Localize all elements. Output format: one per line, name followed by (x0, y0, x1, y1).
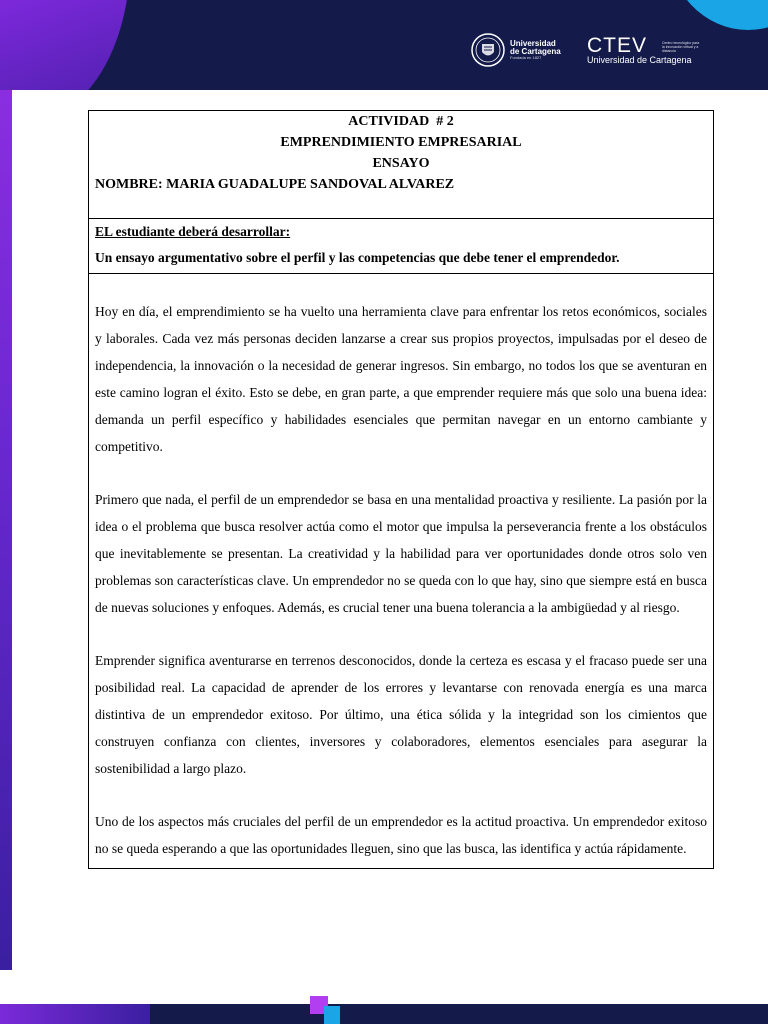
decorative-footer-purple (0, 1004, 150, 1024)
activity-document (88, 110, 714, 869)
document-header (89, 111, 713, 219)
university-name-line2: de Cartagena (510, 46, 561, 56)
university-logo (470, 32, 561, 68)
decorative-purple-arc (0, 0, 130, 90)
university-name-line1: Universidad (510, 38, 556, 48)
task-heading: EL estudiante deberá desarrollar: (95, 224, 291, 239)
decorative-blue-arc (668, 0, 768, 30)
ctev-wordmark: CTEV (587, 34, 648, 57)
header-band (0, 0, 768, 90)
task-section (89, 219, 713, 274)
essay-paragraph: Emprender significa aventurarse en terrenos desconocidos, donde la certeza es escasa y el fracaso puede ser una posibilidad real. La capacidad de aprender de los errores y levantarse con renovada energía es una marca distintiva de un emprendedor exitoso. Por último, una ética sólida y la integridad son los cimientos que construyen confianza con clientes, inversores y colaboradores, elementos esenciales para asegurar la sostenibilidad a largo plazo. (95, 653, 707, 776)
essay-paragraph: Uno de los aspectos más cruciales del perfil de un emprendedor es la actitud proactiva. Un emprendedor exitoso no se queda esperando a que las oportunidades lleguen, sino que las busca, las identifica y actúa rápidamente. (95, 814, 707, 856)
essay-paragraph: Hoy en día, el emprendimiento se ha vuelto una herramienta clave para enfrentar los retos económicos, sociales y laborales. Cada vez más personas deciden lanzarse a crear sus propios proyectos, impulsadas por el deseo de independencia, la innovación o la necesidad de generar ingresos. Sin embargo, no todos los que se aventuran en este camino logran el éxito. Esto se debe, en gran parte, a que emprender requiere más que solo una buena idea: demanda un perfil específico y habilidades esenciales que permitan navegar en un entorno cambiante y competitivo. (95, 304, 707, 454)
decorative-left-band (0, 90, 12, 970)
university-seal-icon (470, 32, 506, 68)
ctev-tagline: Centro tecnológico para la innovación virtual y a distancia (662, 41, 700, 53)
document-type: ENSAYO (372, 156, 430, 171)
essay-paragraph: Primero que nada, el perfil de un emprendedor se basa en una mentalidad proactiva y resiliente. La pasión por la idea o el problema que busca resolver actúa como el motor que impulsa la perseverancia frente a los obstáculos que inevitablemente se presentan. La creatividad y la habilidad para ver oportunidades donde otros solo ven problemas son características clave. Un emprendedor no se queda con lo que hay, sino que siempre está en busca de nuevas soluciones y enfoques. Además, es crucial tener una buena tolerancia a la ambigüedad y al riesgo. (95, 492, 707, 615)
decorative-square-blue (324, 1006, 340, 1024)
activity-number: ACTIVIDAD # 2 (348, 114, 454, 129)
task-description: Un ensayo argumentativo sobre el perfil y las competencias que debe tener el emprendedor. (95, 250, 620, 265)
course-title: EMPRENDIMIENTO EMPRESARIAL (280, 135, 522, 150)
ctev-subtitle: Universidad de Cartagena (587, 55, 692, 65)
university-founded: Fundada en 1827 (510, 55, 542, 61)
essay-body (89, 274, 713, 868)
ctev-logo (587, 34, 700, 65)
student-name: NOMBRE: MARIA GUADALUPE SANDOVAL ALVAREZ (95, 177, 455, 192)
